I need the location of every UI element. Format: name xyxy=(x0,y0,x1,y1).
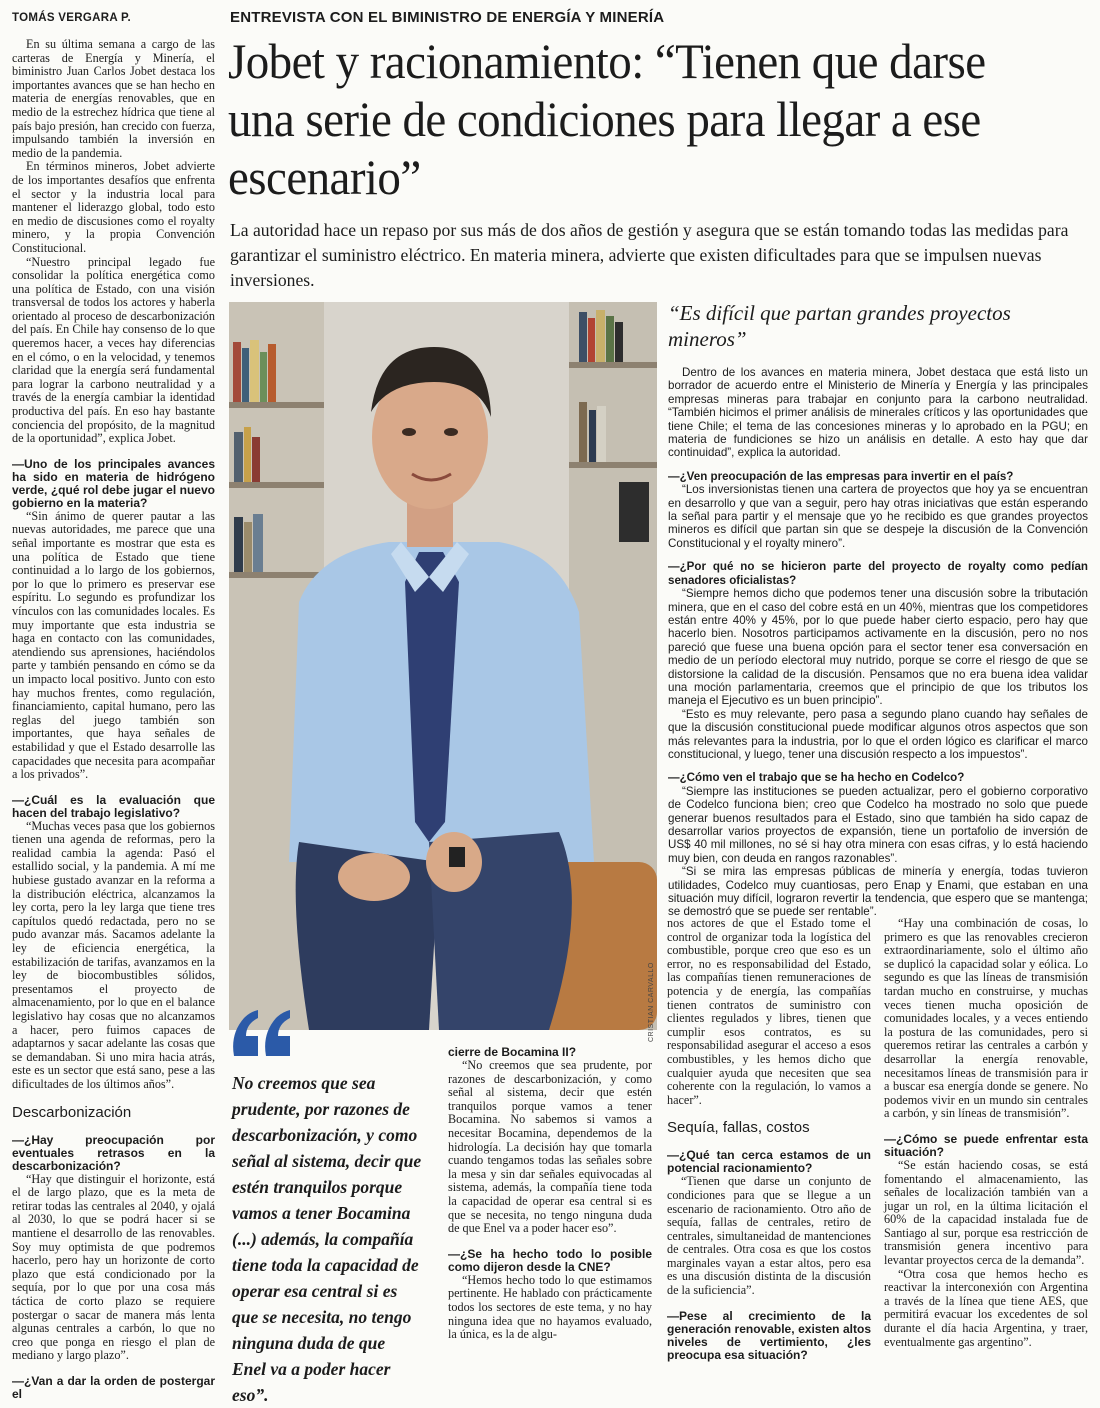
answer: “Se están haciendo cosas, se está fomentando el almacenamiento, las señales de localización también van a jugar un rol, en la última licitación el 60% de la capacidad instalada fue de Santiago al sur, porque esa restricción de transmisión genera incentivo para levantar proyectos cerca de la demanda”. xyxy=(884,1157,1088,1268)
answer: “Muchas veces pasa que los gobiernos tienen una agenda de reformas, pero la realidad cambia la agenda: Pasó el estallido social, y la pandemia. A mí me hubiese gustado avanzar en la reforma a la distribución eléctrica, alcanzamos la ley corta, pero la ley larga que tiene tres capítulos quedó redactada, pero no se pudo avanzar más. Sacamos adelante la ley de eficiencia energética, la estabilización de tarifas, avanzamos en la ley de biocombustibles sólidos, presentamos el proyecto de almacenamiento, por lo que en el balance legislativo hay cosas que no alcanzamos a hacer, pero fuimos capaces de adaptarnos y sacar adelante las cosas que se demandaban. Si uno mira hacia atrás, este es un sector que está sano, pese a las dificultades de los últimos años”. xyxy=(12,818,215,1091)
question: —¿Van a dar la orden de postergar el xyxy=(12,1373,215,1401)
pull-quote: No creemos que sea prudente, por razones de descarbonización, y como señal al sistema, decir que estén tranquilos porque vamos a tener Bocamina (...) además, la compañía tiene toda la capacidad de operar esa central si es que se necesita, no tengo ninguna duda de que Enel va a poder hacer eso”. xyxy=(232,1073,422,1405)
mining-column xyxy=(668,366,1088,919)
answer: “Siempre hemos dicho que podemos tener una discusión sobre la tributación minera, que en el caso del cobre está en un 40%, mientras que los competidores están entre 40% y 45%, por lo que puede haber cierto espacio, pero hay que hacerlo bien. Nosotros participamos activamente en la discusión, pero no nos pareció que fuese una buena opción para el sector tener esa conversación en medio de un período electoral muy nutrido, porque se corre el riesgo de que se distorsione la calidad de la discusión. Pensamos que no era buena idea validar una moción parlamentaria, creemos que el principio de que los tributos los maneja el Ejecutivo es un buen principio”. xyxy=(668,587,1088,708)
answer: “Los inversionistas tienen una cartera de proyectos que hoy ya se encuentran en desarrollo y que van a seguir, pero hay otras iniciativas que están esperando la señal para partir y el mensaje que yo he recibido es que grandes proyectos mineros es difícil que partan sin que se despeje la discusión de la Convención Constitucional y el royalty minero”. xyxy=(668,483,1088,550)
paragraph: “Nuestro principal legado fue consolidar la política energética como una política de Estado, con una visión transversal de todos los actores y haberla orientado al proceso de descarbonización del país. En Chile hay consenso de lo que queremos hacer, a veces hay diferencias en el cómo, o en la velocidad, y tenemos claridad que la energía será fundamental para lograr la carbono neutralidad y a través de la energía cambiar la identidad productiva del país. En eso hay bastante conciencia del propósito, de la magnitud de la oportunidad”, explica Jobet. xyxy=(12,254,215,446)
quote-mark-icon xyxy=(230,1004,294,1060)
kicker: ENTREVISTA CON EL BIMINISTRO DE ENERGÍA Y MINERÍA xyxy=(230,9,665,26)
deck: La autoridad hace un repaso por sus más de dos años de gestión y asegura que se están tomando todas las medidas para garantizar el suministro eléctrico. En materia minera, advierte que existen dificultades para que se impulsen nuevas inversiones. xyxy=(230,220,1069,290)
question: —¿Hay preocupación por eventuales retrasos en la descarbonización? xyxy=(12,1132,215,1173)
answer: “Si se mira las empresas públicas de minería y energía, todas tuvieron utilidades, Codelco muy cuantiosas, pero Enap y Enami, que estaban en una situación muy difícil, lograron revertir la tendencia, que espero que se mantenga; se demostró que se puede ser rentable”. xyxy=(668,865,1088,919)
question: —¿Cómo ven el trabajo que se ha hecho en Codelco? xyxy=(668,771,965,785)
photo-credit: CRISTIAN CARVALLO xyxy=(648,962,655,1042)
headline: Jobet y racionamiento: “Tienen que darse una serie de condiciones para llegar a ese escenario” xyxy=(228,33,986,205)
section-heading: Descarbonización xyxy=(12,1103,132,1121)
section-heading: Sequía, fallas, costos xyxy=(667,1119,810,1137)
article-column-2 xyxy=(448,1046,652,1366)
answer: “Siempre las instituciones se pueden actualizar, pero el gobierno corporativo de Codelco funciona bien; creo que Codelco ha mostrado no solo que puede generar buenos resultados para el Estado, sino que también ha sido capaz de desarrollar varios proyectos de expansión, tiene un portafolio de inversión de US$ 40 mil millones, no sé si hay otra minera con esas cifras, y lo está haciendo muy bien, con deuda en rangos razonables”. xyxy=(668,784,1088,865)
question: —¿Cómo se puede enfrentar esta situación? xyxy=(884,1131,1088,1159)
paragraph: En términos mineros, Jobet advierte de los importantes desafíos que enfrenta el sector y la industria local para mantener el liderazgo global, todo esto en medio de discusiones como el royalty minero, y la propia Convención Constitucional. xyxy=(12,159,215,255)
portrait-illustration xyxy=(229,302,657,1030)
mining-subhead: “Es difícil que partan grandes proyectos mineros” xyxy=(668,301,1011,351)
answer: “Hay una combinación de cosas, lo primero es que las renovables crecieron extraordinariamente, solo el último año se duplicó la capacidad solar y eólica. Lo segundo es que las líneas de transmisión tardan mucho en construirse, y muchas veces tienen mucha oposición de comunidades locales, y a veces entiendo la postura de las comunidades, pero si queremos retirar las centrales a carbón y desarrollar la energía renovable, necesitamos líneas de transmisión para ir a buscar esa energía donde se genere. No podemos vivir en un mundo sin centrales a carbón, y sin líneas de transmisión”. xyxy=(884,916,1088,1121)
answer: nos actores de que el Estado tome el control de organizar toda la logística del combustible, porque creo que eso es un error, no es responsabilidad del Estado, las compañías tienen remuneraciones de potencia y de energía, las compañías tienen contratos de suministro con clientes regulados y libres, tienen que cumplir esos contratos, es su responsabilidad asegurar el acceso a esos combustibles, y les hemos dicho que cualquier ayuda que necesiten que sea coherente con la regulación, lo vamos a hacer”. xyxy=(667,916,871,1107)
question: —¿Cuál es la evaluación que hacen del trabajo legislativo? xyxy=(12,792,215,820)
answer: “Tienen que darse un conjunto de condiciones para que se llegue a un escenario de racionamiento. Otro año de sequía, fallas de centrales, retiro de centrales, simultaneidad de mantenciones de centrales. Otra cosa es que los costos marginales vayan a estar altos, pero esa es una discusión distinta de la discusión de la suficiencia”. xyxy=(667,1174,871,1298)
portrait-photo xyxy=(229,302,657,1030)
answer: “Esto es muy relevante, pero pasa a segundo plano cuando hay señales de que la discusión constitucional puede modificar algunos otros aspectos que son más relevantes para la industria, por lo que el orden lógico es clarificar el marco constitucional, y luego, tener una discusión respecto a los impuestos”. xyxy=(668,707,1088,761)
paragraph: Dentro de los avances en materia minera, Jobet destaca que está listo un borrador de acuerdo entre el Ministerio de Minería y Energía y las principales empresas mineras para trabajar en conjunto para la carbono neutralidad. “También hicimos el primer análisis de minerales críticos y las oportunidades que tiene Chile; el tema de las concesiones mineras y lo aprobado en la PGU; en materia de fundiciones se hizo un análisis en detalle. A esto hay que dar continuidad”, explica la autoridad. xyxy=(668,366,1088,460)
question: —¿Se ha hecho todo lo posible como dijeron desde la CNE? xyxy=(448,1246,652,1274)
question: —Uno de los principales avances ha sido en materia de hidrógeno verde, ¿qué rol debe jugar el nuevo gobierno en la materia? xyxy=(12,456,215,510)
question: cierre de Bocamina II? xyxy=(448,1045,577,1059)
byline: TOMÁS VERGARA P. xyxy=(12,12,131,24)
answer: “Hemos hecho todo lo que estimamos pertinente. He hablado con prácticamente todos los sectores de este tema, y no hay ninguna idea que no hayamos evaluado, la única, es la de algu- xyxy=(448,1272,652,1342)
question: —Pese al crecimiento de la generación renovable, existen altos niveles de vertimiento, ¿les preocupa esa situación? xyxy=(667,1308,871,1362)
article-column-1 xyxy=(12,37,215,1401)
answer: “Otra cosa que hemos hecho es reactivar la interconexión con Argentina a través de la línea que tiene AES, que permitirá evacuar los excedentes de sol durante el día hacia Argentina, y traer, eventualmente gas argentino”. xyxy=(884,1266,1088,1349)
paragraph: En su última semana a cargo de las carteras de Energía y Minería, el biministro Juan Carlos Jobet destaca los importantes avances que se han hecho en materia de energías renovables, que en medio de la estrechez hídrica que tiene al país bajo presión, han crecido con fuerza, impulsando también la inversión en medio de la pandemia. xyxy=(12,37,215,160)
question: —¿Por qué no se hicieron parte del proyecto de royalty como pedían senadores oficialistas? xyxy=(668,560,1088,587)
article-column-4 xyxy=(884,917,1088,1367)
question: —¿Qué tan cerca estamos de un potencial racionamiento? xyxy=(667,1148,871,1176)
answer: “Sin ánimo de querer pautar a las nuevas autoridades, me parece que una señal importante es mostrar que esta es una política de Estado que tiene continuidad a lo largo de los gobiernos, por lo que lo primero es preservar ese espíritu. Lo segundo es profundizar los vínculos con las comunidades locales. Es muy importante que esta industria se haga en contacto con las comunidades, atendiendo sus aprensiones, haciéndolos parte y también pensando en cómo se da un impacto local positivo. Junto con esto hay muchos frentes, como regulación, financiamiento, capital humano, pero las reglas del juego también son importantes, que haya señales de estabilidad y que el Estado desarrolle las capacidades que necesita para acompañar a los privados”. xyxy=(12,508,215,782)
article-column-3 xyxy=(667,917,871,1367)
answer: “No creemos que sea prudente, por razones de descarbonización, y como señal al sistema, decir que estén tranquilos porque vamos a tener Bocamina. No sabemos si vamos a necesitar Bocamina, dependemos de la hidrología. La decisión hay que tomarla cuando tengamos todas las señales sobre la mesa y sin dar señales equivocadas al sistema, además, la compañía tiene toda la capacidad de operar esa central si es que se necesita, no tengo ninguna duda de que Enel va a poder hacer eso”. xyxy=(448,1058,652,1236)
answer: “Hay que distinguir el horizonte, está el de largo plazo, que es la meta de retirar todas las centrales al 2040, y ojalá al 2030, lo que se podrá hacer si se mantiene el desarrollo de las renovables. Soy muy optimista de que podremos hacerlo, pero hay un horizonte de corto plazo que está condicionado por la sequía, por lo que por una cosa más táctica de corto plazo se requiere postergar o sacar de manera más lenta algunas centrales a carbón, lo que no creo que ponga en riesgo el plan de mediano y largo plazo”. xyxy=(12,1171,215,1363)
question: —¿Ven preocupación de las empresas para invertir en el país? xyxy=(668,469,1014,483)
